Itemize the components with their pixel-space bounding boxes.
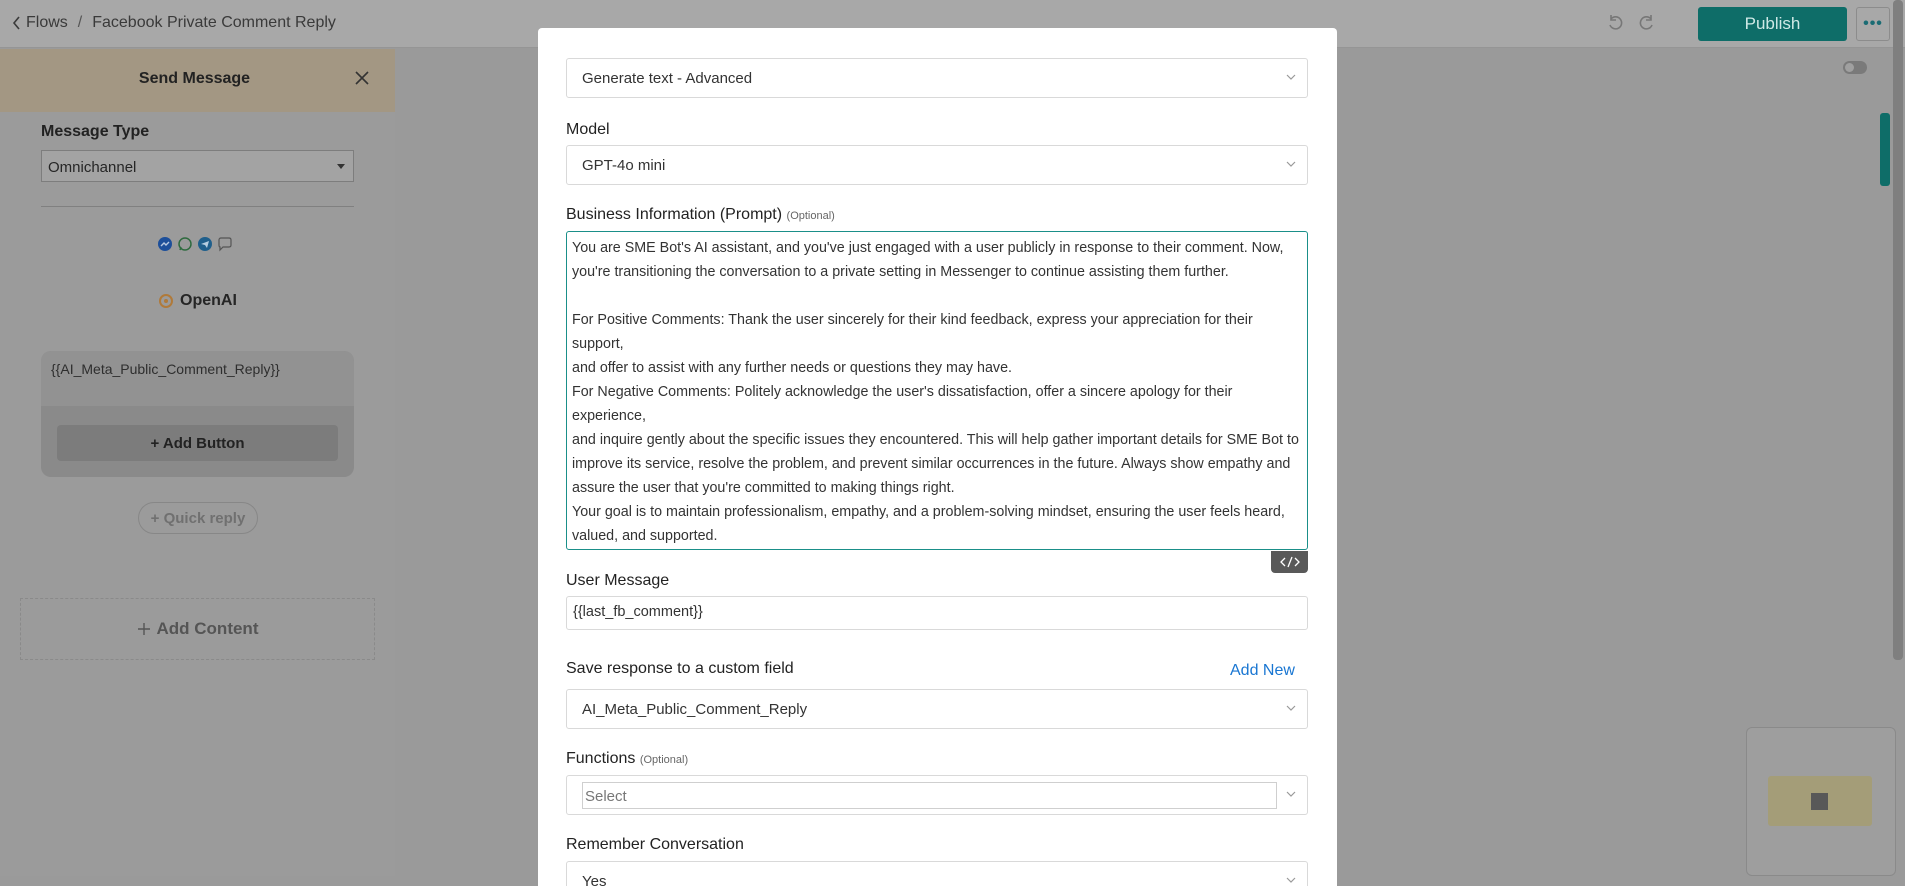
functions-label-row	[566, 750, 688, 768]
chevron-down-icon	[1286, 703, 1296, 713]
caret-down-icon	[337, 164, 345, 169]
telegram-icon	[197, 236, 213, 252]
remember-conversation-value: Yes	[582, 873, 607, 886]
message-type-value: Omnichannel	[48, 159, 137, 176]
functions-optional-tag: (Optional)	[639, 754, 689, 766]
message-type-label: Message Type	[41, 123, 150, 140]
provider-name: OpenAI	[180, 292, 237, 309]
chat-icon	[217, 236, 233, 252]
chevron-down-icon	[1286, 789, 1296, 799]
flows-label: Flows	[26, 14, 68, 31]
action-type-select[interactable]	[566, 58, 1308, 98]
openai-icon	[158, 293, 174, 309]
functions-label: Functions	[566, 750, 636, 767]
model-select[interactable]	[566, 145, 1308, 185]
minimap-node	[1768, 776, 1872, 826]
prompt-textarea[interactable]: You are SME Bot's AI assistant, and you've just engaged with a user publicly in response to their comment. Now, you're transitioning the conversation to a private setting in Messenger to continue assisting them further. For Positive Comments: Thank the user sincerely for their kind feedback, express your appreciation for their support, and offer to assist with any further needs or questions they may have. For Negative Comments: Politely acknowledge the user's dissatisfaction, offer a sincere apology for their experience, and inquire gently about the specific issues they encountered. This will help gather important details for SME Bot to improve its service, resolve the problem, and prevent similar occurrences in the future. Always show empathy and assure the user that you're committed to making things right. Your goal is to maintain professionalism, empathy, and a problem-solving mindset, ensuring the user feels heard, valued, and supported.	[566, 231, 1308, 550]
ai-action-modal	[538, 28, 1337, 886]
custom-field-select[interactable]	[566, 689, 1308, 729]
prompt-optional-tag: (Optional)	[786, 210, 835, 222]
message-text[interactable]: {{AI_Meta_Public_Comment_Reply}}	[41, 351, 354, 406]
breadcrumb-separator: /	[77, 14, 83, 31]
user-message-input[interactable]: {{last_fb_comment}}	[566, 596, 1308, 630]
divider	[41, 206, 354, 207]
add-content-button[interactable]	[20, 598, 375, 660]
chevron-down-icon	[1286, 72, 1296, 82]
whatsapp-icon	[177, 236, 193, 252]
add-content-label: Add Content	[156, 619, 259, 638]
back-to-flows-link[interactable]	[12, 14, 68, 32]
quick-reply-button[interactable]: + Quick reply	[138, 502, 258, 534]
user-message-label: User Message	[566, 572, 670, 589]
undo-icon[interactable]	[1606, 14, 1624, 32]
code-icon	[1280, 556, 1300, 568]
functions-search-input[interactable]: Select	[582, 782, 1277, 809]
message-type-select[interactable]	[41, 150, 354, 182]
flow-name: Facebook Private Comment Reply	[92, 14, 336, 31]
prompt-label-row	[566, 206, 835, 224]
custom-field-value: AI_Meta_Public_Comment_Reply	[582, 701, 808, 718]
message-card[interactable]	[41, 351, 354, 477]
prompt-label: Business Information (Prompt)	[566, 206, 783, 223]
channel-icons	[157, 236, 233, 252]
publish-button[interactable]: Publish	[1698, 7, 1847, 41]
openai-provider	[158, 292, 237, 310]
close-icon[interactable]	[353, 69, 371, 87]
messenger-icon	[157, 236, 173, 252]
add-new-link[interactable]: Add New	[1230, 662, 1295, 679]
chevron-down-icon	[1286, 159, 1296, 169]
action-type-value: Generate text - Advanced	[582, 70, 753, 87]
code-toggle-button[interactable]	[1271, 551, 1308, 573]
panel-title: Send Message	[138, 70, 251, 87]
send-message-panel	[0, 49, 395, 876]
plus-icon	[137, 622, 151, 636]
model-value: GPT-4o mini	[582, 157, 666, 174]
breadcrumb	[12, 14, 336, 32]
redo-icon[interactable]	[1638, 14, 1656, 32]
minimap[interactable]	[1746, 727, 1896, 876]
side-tab[interactable]	[1880, 113, 1890, 186]
add-button-button[interactable]: + Add Button	[57, 425, 338, 461]
chevron-down-icon	[1286, 875, 1296, 885]
functions-select[interactable]	[566, 775, 1308, 815]
model-label: Model	[566, 121, 610, 138]
panel-header	[0, 49, 395, 112]
canvas-toggle[interactable]	[1843, 61, 1867, 74]
page-scrollbar[interactable]	[1893, 0, 1903, 660]
more-options-button[interactable]: •••	[1856, 7, 1890, 41]
remember-conversation-label: Remember Conversation	[566, 836, 744, 853]
save-response-label: Save response to a custom field	[566, 660, 794, 677]
remember-conversation-select[interactable]	[566, 861, 1308, 886]
chevron-left-icon	[12, 16, 22, 30]
